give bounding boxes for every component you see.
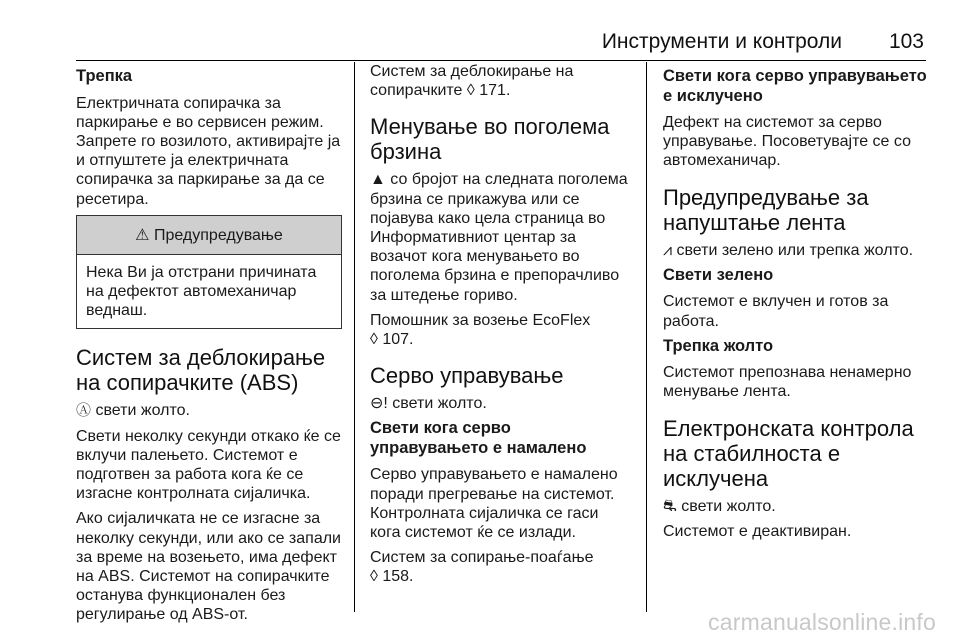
column-divider — [354, 62, 355, 612]
paragraph: Системот е вклучен и готов за работа. — [663, 293, 889, 330]
paragraph: Дефект на системот за серво управување. Посоветувајте се со автомеханичар. — [663, 114, 911, 170]
column-divider — [646, 62, 647, 612]
heading-abs: Систем за деблокирање на сопирачките (ABS) — [76, 345, 326, 396]
warning-body: Нека Ви ја отстрани причината на дефектот автомеханичар веднаш. — [86, 263, 317, 320]
paragraph: Свети неколку секунди откако ќе се вклучи палењето. Системот е подготвен за работа кога ќе се изгасне контролната сијаличка. — [76, 427, 341, 503]
paragraph: Системот препознава ненамерно менување лента. — [663, 364, 912, 401]
heading-esc-off: Електронската контрола на стабилноста е исклучена — [663, 415, 914, 491]
warning-header — [77, 216, 341, 255]
heading-power-steering: Серво управување — [370, 363, 564, 389]
paragraph: Ако сијаличката не се изгасне за неколку секунди, или ако се запали за време на возењето, има дефект на ABS. Системот на сопирачките останува функционален без регулирање од ABS-от. — [76, 510, 341, 624]
paragraph: ⊖! свети жолто. — [370, 395, 487, 413]
heading-steering-off: Свети кога серво управувањето е исклучено — [663, 67, 927, 105]
steering-warning-icon: ⊖! — [370, 395, 388, 413]
paragraph: Системот е деактивиран. — [663, 522, 852, 540]
paragraph: ⛐ свети жолто. — [663, 497, 776, 515]
paragraph: Електричната сопирачка за паркирање е во сервисен режим. Запрете го возилото, активирајте ја и отпуштете ја електричната сопирачка за паркирање за да се ресетира. — [76, 94, 341, 208]
paragraph: Ⓐ свети жолто. — [76, 402, 190, 420]
page-number: 103 — [888, 30, 924, 53]
cross-reference: ◊ 158. — [370, 568, 414, 586]
heading-blinks-yellow: Трепка жолто — [663, 336, 774, 355]
esc-off-icon: ⛐ — [663, 497, 677, 515]
upshift-arrow-icon: ▲ — [370, 171, 386, 189]
heading-brake-blink: Трепка — [76, 67, 133, 85]
paragraph: Серво управувањето е намалено поради прегревање на системот. Контролната сијаличка се гаси кога системот ќе се излади. — [370, 466, 618, 542]
paragraph: ⩘ свети зелено или трепка жолто. — [663, 241, 914, 259]
warning-title: Предупредување — [153, 226, 283, 244]
abs-icon: Ⓐ — [76, 402, 92, 420]
heading-lane-departure: Предупредување за напуштање лента — [663, 184, 869, 235]
paragraph: Систем за сопирање-поаѓање ◊ 158. — [370, 549, 594, 586]
column-2 — [370, 62, 632, 593]
paragraph: ▲ со бројот на следната поголема брзина се прикажува или се појавува како цела страница во Информативниот центар за возачот кога менувањето во поголема брзина е препорачливо за штедење гориво. — [370, 171, 628, 304]
warning-triangle-icon: ⚠ — [135, 226, 150, 244]
watermark: carmanualsonline.info — [708, 609, 936, 635]
paragraph: Помошник за возење EcoFlex ◊ 107. — [370, 311, 591, 349]
heading-upshift: Менување во поголема брзина — [370, 114, 610, 165]
cross-reference: Систем за деблокирање на сопирачките ◊ 171. — [370, 63, 574, 100]
cross-reference: ◊ 107. — [370, 331, 414, 349]
column-1 — [76, 62, 342, 631]
warning-box — [76, 215, 342, 330]
section-title: Инструменти и контроли — [601, 30, 842, 53]
page-header — [76, 24, 926, 61]
heading-steering-reduced: Свети кога серво управувањето е намалено — [370, 419, 587, 457]
lane-departure-icon: ⩘ — [663, 241, 673, 259]
column-3 — [663, 62, 927, 547]
heading-lights-green: Свети зелено — [663, 265, 774, 284]
